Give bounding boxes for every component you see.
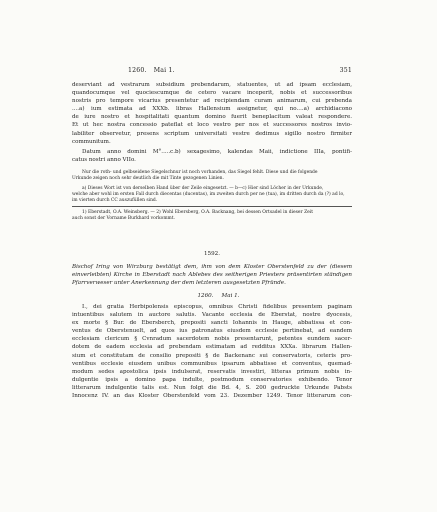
seal-note [72, 170, 352, 182]
text-line: communitum. [72, 138, 111, 145]
text-line: Et ut hec nostra concessio pateflat et loco vestro per nos et successores nostros invio- [72, 122, 352, 129]
document-summary [72, 263, 352, 287]
text-line: ventibus ecclesie eiusdem unibus communibus ipsarum abbatisse et conventus, quemad- [72, 360, 352, 367]
text-line: Innocenz IV. an das Kloster Oberstenfeld vom 23. Dezember 1249. Tenor litterarum con- [72, 393, 352, 400]
document-date [0, 293, 437, 299]
text-line: sium et constitutam de consilio prepositi § de Backenanc sui conservatoris, ceteris pro- [72, 352, 352, 359]
note-line: Nur die roth- und gelbseidene Siegelschnur ist noch vorhanden, das Siegel fehlt. Diese und die folgende [82, 170, 318, 175]
text-line: I., dei gratia Herbipolensis episcopus, omnibus Christi fidelibus presentem paginam [82, 304, 352, 310]
footnote-divider [72, 206, 352, 207]
text-line: deserviant ad vestrarum subsidium prebendarum, statuentes, ut ad ipsam ecclesiam, [72, 82, 352, 88]
charter-continuation [72, 81, 352, 146]
text-line: quandocumque vel quociescumque de cetero vacare inceperit, nobis et successoribus [72, 90, 352, 97]
dating-clause [72, 148, 352, 164]
text-line: labiliter observetur, presens scriptum universitati vestre dedimus sigillo nostro firmiter [72, 130, 352, 137]
text-line: dotem de eadem ecclesia ad prebendam estimatam ad redditus XXXa. librarum Hallen- [72, 344, 352, 351]
footnote-line: 1) Eberstadt, O.A. Weinsberg. — 2) Wohl Ebersberg, O.A. Backnang, bei dessen Ortsadel in dieser Zeit [82, 210, 313, 215]
footnote-line: a) Dieses Wort ist von derselben Hand über der Zeile eingesetzt. — b—c) Hier sind Löcher in der Urkunde, [82, 186, 324, 191]
document-year: 1260. [197, 293, 214, 299]
text-line: Datum anno domini M°.....c.b) sexagesimo, kalendas Maii, indictione IIIa, pontifi- [82, 149, 352, 155]
document-number: 1592. [203, 251, 220, 257]
footnotes-historical [72, 210, 352, 222]
text-line: nostris pro tempore vicarius presentetur ad recipiendam curam animarum, cui prebenda [72, 98, 352, 105]
running-header [72, 67, 352, 74]
summary-line: Bischof Iring von Wirzburg bestätigt dem, ihm von dem Kloster Oberstenfeld zu der (diesem [72, 264, 352, 270]
charter-text [72, 303, 352, 400]
footnote-line: auch sonst der Vorname Burkhard vorkommt. [72, 216, 175, 222]
document-day: Mai 1. [221, 293, 240, 299]
footnote-line: welche aber wohl im ersten Fall durch diecentas (ducentas), im zweiten durch per ne (tua), im dritten durch da (?) ad lo, [72, 192, 345, 198]
text-line: ....a) ium estimata ad XXXb. libras Hallensium assignetur, qui no....a) archidiacono [72, 106, 352, 113]
text-line: ventus de Oberstenuelt, ad quos ius patronatus eiusdem ecclesie pertinebat, ad eandem [72, 328, 352, 335]
text-line: ecclesiam clericum § Cvnradum sacerdotem nobis presentarunt, petentes eundem sacer- [72, 336, 352, 343]
note-line: Urkunde zeigen noch sehr deutlich die mit Tinte gezogenen Linien. [72, 176, 224, 182]
text-line: litterarum indulgentie talis est. Nun folgt die Bd. 4, S. 200 gedruckte Urkunde Pabsts [72, 384, 352, 391]
text-line: modum sedes apostolica ipsis indulserat, reservatis investiri, litteras primum nobis in- [72, 368, 352, 375]
page-number: 351 [339, 67, 352, 74]
summary-line: einverleibten) Kirche in Eberstadt nach Ablebes des seitherigen Priesters präsentirten ständigen [72, 272, 352, 279]
text-line: catus nostri anno VIIo. [72, 157, 136, 164]
header-year: 1260. [128, 67, 147, 74]
footnote-line: im vierten durch CC auszufüllen sind. [72, 198, 158, 204]
header-day: Mai 1. [153, 67, 175, 74]
header-date [128, 67, 175, 74]
text-line: dulgentie ipsis a domino papa indulte, postmodum conservatories exhibendo. Tenor [72, 376, 352, 383]
text-line: intuentibus salutem in auctore salutis. Vacante ecclesia de Eberstat, nostre dyocesis, [72, 312, 352, 319]
footnotes-text-critical [72, 186, 352, 204]
summary-line: Pfarrverweser unter Anerkennung der dem letzteren ausgesetzten Pfründe. [72, 280, 286, 287]
text-line: de iure nostro et hospitalitati quantum domino fuerit beneplacitum valeat respondere. [72, 114, 352, 121]
text-line: ex morte § Bur. de Ebersberch, prepositi sancti Iohannis in Hauge, abbatissa et con- [72, 320, 352, 327]
